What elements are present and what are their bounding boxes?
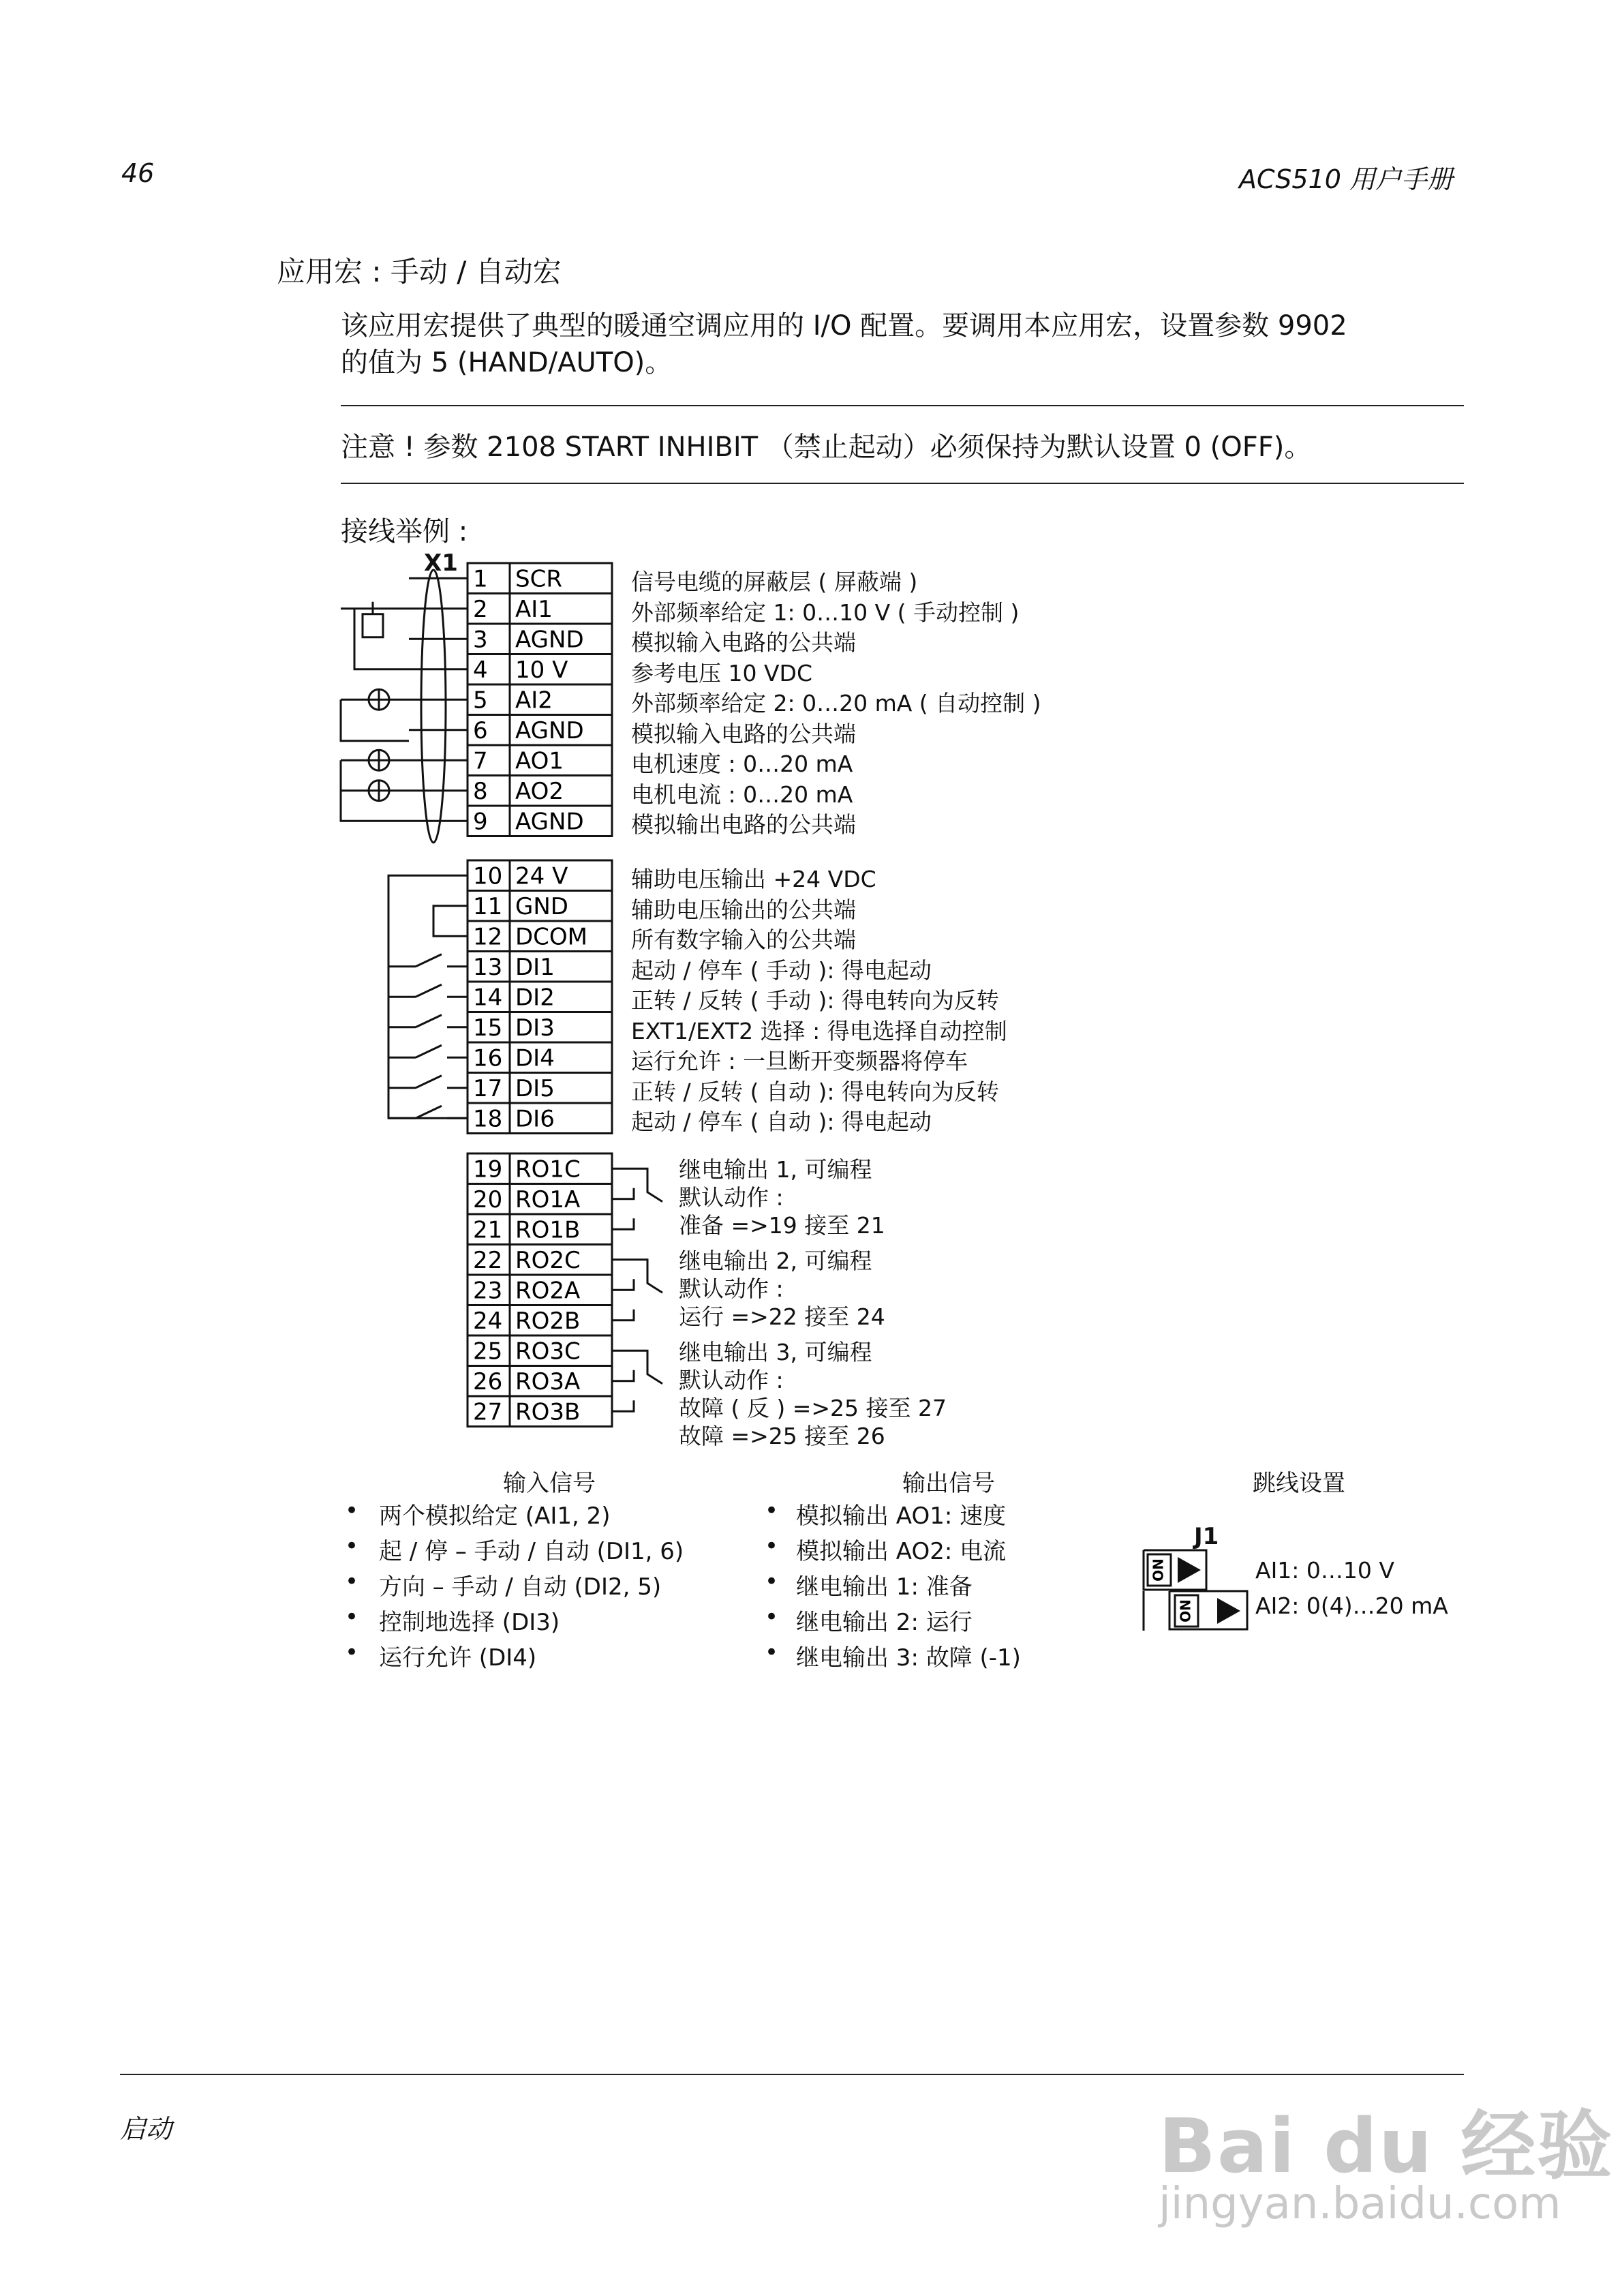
- terminal-description: 模拟输入电路的公共端: [631, 629, 856, 656]
- terminal-number: 23: [473, 1277, 503, 1305]
- terminal-number: 25: [473, 1338, 503, 1365]
- wiring-label: 接线举例 :: [341, 516, 468, 547]
- terminal-number: 16: [473, 1044, 503, 1072]
- terminal-description: 所有数字输入的公共端: [631, 926, 856, 953]
- terminal-description: 运行允许 : 一旦断开变频器将停车: [631, 1048, 968, 1074]
- terminal-name: AI2: [515, 686, 553, 714]
- terminal-number: 8: [473, 778, 488, 805]
- terminal-description: 参考电压 10 VDC: [631, 659, 812, 686]
- terminal-number: 17: [473, 1075, 503, 1102]
- terminal-number: 12: [473, 923, 503, 951]
- terminal-number: 20: [473, 1186, 503, 1213]
- signal-item: 运行允许 (DI4): [379, 1644, 537, 1672]
- terminal-number: 22: [473, 1247, 503, 1274]
- signal-item: 继电输出 2: 运行: [796, 1609, 973, 1636]
- jumper-on-label-2: ON: [1177, 1599, 1194, 1622]
- manual-title: ACS510 用户手册: [1239, 164, 1453, 194]
- terminal-block: [468, 563, 612, 1427]
- note-text: 注意 ! 参数 2108 START INHIBIT （禁止起动）必须保持为默认设置 0 (OFF)。: [341, 432, 1312, 463]
- page-number: 46: [121, 158, 155, 188]
- terminal-name: DCOM: [515, 923, 588, 951]
- terminal-name: DI4: [515, 1044, 555, 1072]
- terminal-number: 3: [473, 626, 488, 654]
- terminal-number: 9: [473, 808, 488, 836]
- relay-description: 故障 ( 反 ) =>25 接至 27: [679, 1395, 947, 1421]
- terminal-description: 信号电缆的屏蔽层 ( 屏蔽端 ): [631, 569, 918, 595]
- terminal-number: 1: [473, 565, 488, 593]
- terminal-description: 正转 / 反转 ( 自动 ): 得电转向为反转: [631, 1078, 999, 1105]
- relay-description: 运行 =>22 接至 24: [679, 1303, 885, 1330]
- relay-description: 故障 =>25 接至 26: [679, 1423, 885, 1449]
- signal-item: 模拟输出 AO2: 电流: [796, 1538, 1007, 1565]
- jumper-arrow-icon: [1178, 1557, 1201, 1583]
- bullet-icon: •: [765, 1603, 779, 1631]
- jumper-label: J1: [1194, 1523, 1219, 1550]
- terminal-number: 27: [473, 1398, 503, 1426]
- terminal-name: AGND: [515, 808, 584, 836]
- relay-description: 继电输出 2, 可编程: [679, 1248, 872, 1274]
- terminal-description: 辅助电压输出 +24 VDC: [631, 866, 876, 892]
- watermark-url: jingyan.baidu.com: [1159, 2179, 1561, 2229]
- terminal-number: 26: [473, 1368, 503, 1395]
- terminal-name: DI5: [515, 1075, 555, 1102]
- terminal-name: RO3C: [515, 1338, 581, 1365]
- terminal-number: 21: [473, 1216, 503, 1244]
- terminal-number: 5: [473, 686, 488, 714]
- signal-item: 两个模拟给定 (AI1, 2): [379, 1502, 611, 1530]
- terminal-number: 2: [473, 596, 488, 623]
- terminal-number: 19: [473, 1155, 503, 1183]
- terminal-description: 模拟输出电路的公共端: [631, 811, 856, 838]
- terminal-block-label: X1: [424, 549, 458, 577]
- footer-section: 启动: [120, 2114, 172, 2144]
- signal-item: 继电输出 1: 准备: [796, 1573, 973, 1601]
- relay-description: 默认动作 :: [679, 1367, 784, 1393]
- terminal-name: DI2: [515, 984, 555, 1012]
- watermark-brand: Bai du 经验: [1159, 2102, 1614, 2190]
- terminal-name: SCR: [515, 565, 562, 593]
- terminal-number: 15: [473, 1014, 503, 1042]
- terminal-name: GND: [515, 893, 568, 920]
- terminal-number: 14: [473, 984, 503, 1012]
- terminal-description: 正转 / 反转 ( 手动 ): 得电转向为反转: [631, 987, 999, 1014]
- terminal-description: 起动 / 停车 ( 手动 ): 得电起动: [631, 956, 932, 984]
- signal-item: 继电输出 3: 故障 (-1): [796, 1644, 1021, 1672]
- relay-description: 继电输出 1, 可编程: [679, 1156, 872, 1183]
- terminal-name: RO2A: [515, 1277, 581, 1305]
- output-signals-title: 输出信号: [902, 1470, 995, 1497]
- bullet-icon: •: [765, 1532, 779, 1560]
- terminal-description: 辅助电压输出的公共端: [631, 896, 856, 923]
- signal-item: 方向 – 手动 / 自动 (DI2, 5): [379, 1573, 662, 1601]
- bullet-icon: •: [345, 1497, 359, 1524]
- intro-line-2: 的值为 5 (HAND/AUTO)。: [341, 347, 673, 378]
- footer-rule: [120, 2074, 1464, 2075]
- terminal-number: 24: [473, 1308, 503, 1335]
- bullet-icon: •: [345, 1603, 359, 1631]
- terminal-description: 模拟输入电路的公共端: [631, 720, 856, 747]
- terminal-description: EXT1/EXT2 选择 : 得电选择自动控制: [631, 1017, 1007, 1044]
- signal-item: 起 / 停 – 手动 / 自动 (DI1, 6): [379, 1538, 684, 1565]
- jumper-arrow-icon: [1217, 1598, 1240, 1624]
- terminal-number: 6: [473, 717, 488, 744]
- terminal-description: 外部频率给定 2: 0…20 mA ( 自动控制 ): [631, 690, 1041, 716]
- signal-item: 模拟输出 AO1: 速度: [796, 1502, 1007, 1530]
- terminal-name: AI1: [515, 596, 553, 623]
- relay-description: 准备 =>19 接至 21: [679, 1212, 885, 1239]
- terminal-name: RO1C: [515, 1155, 581, 1183]
- terminal-description: 起动 / 停车 ( 自动 ): 得电起动: [631, 1108, 932, 1135]
- terminal-description: 外部频率给定 1: 0…10 V ( 手动控制 ): [631, 599, 1020, 626]
- terminal-name: RO1A: [515, 1186, 581, 1213]
- terminal-name: AGND: [515, 717, 584, 744]
- relay-description: 继电输出 3, 可编程: [679, 1339, 872, 1365]
- terminal-number: 4: [473, 656, 488, 684]
- bullet-icon: •: [345, 1532, 359, 1560]
- relay-description: 默认动作 :: [679, 1184, 784, 1211]
- terminal-name: RO1B: [515, 1216, 581, 1244]
- signal-item: 控制地选择 (DI3): [379, 1609, 560, 1636]
- terminal-name: DI6: [515, 1105, 555, 1133]
- terminal-name: 10 V: [515, 656, 568, 684]
- terminal-name: RO2C: [515, 1247, 581, 1274]
- bullet-icon: •: [345, 1639, 359, 1666]
- bullet-icon: •: [345, 1568, 359, 1595]
- terminal-name: RO3A: [515, 1368, 581, 1395]
- terminal-description: 电机电流 : 0…20 mA: [631, 781, 853, 808]
- relay-description: 默认动作 :: [679, 1275, 784, 1302]
- intro-line-1: 该应用宏提供了典型的暖通空调应用的 I/O 配置。要调用本应用宏，设置参数 9902: [341, 310, 1347, 342]
- bullet-icon: •: [765, 1639, 779, 1666]
- terminal-number: 18: [473, 1105, 503, 1133]
- terminal-name: AO1: [515, 747, 564, 775]
- terminal-description: 电机速度 : 0…20 mA: [631, 751, 853, 777]
- jumper-ai2: AI2: 0(4)…20 mA: [1255, 1592, 1448, 1619]
- terminal-name: RO2B: [515, 1308, 581, 1335]
- terminal-name: AGND: [515, 626, 584, 654]
- bullet-icon: •: [765, 1497, 779, 1524]
- terminal-name: RO3B: [515, 1398, 581, 1426]
- terminal-number: 10: [473, 862, 503, 890]
- terminal-name: AO2: [515, 778, 564, 805]
- section-title: 应用宏 : 手动 / 自动宏: [277, 255, 562, 288]
- jumper-on-label-1: ON: [1150, 1558, 1167, 1582]
- input-signals-title: 输入信号: [503, 1470, 596, 1497]
- terminal-number: 11: [473, 893, 503, 920]
- jumper-graphic: [1142, 1549, 1251, 1631]
- jumper-title: 跳线设置: [1253, 1470, 1345, 1497]
- jumper-ai1: AI1: 0…10 V: [1255, 1557, 1394, 1584]
- terminal-number: 7: [473, 747, 488, 775]
- terminal-name: DI1: [515, 954, 555, 981]
- terminal-name: DI3: [515, 1014, 555, 1042]
- terminal-number: 13: [473, 954, 503, 981]
- bullet-icon: •: [765, 1568, 779, 1595]
- terminal-name: 24 V: [515, 862, 568, 890]
